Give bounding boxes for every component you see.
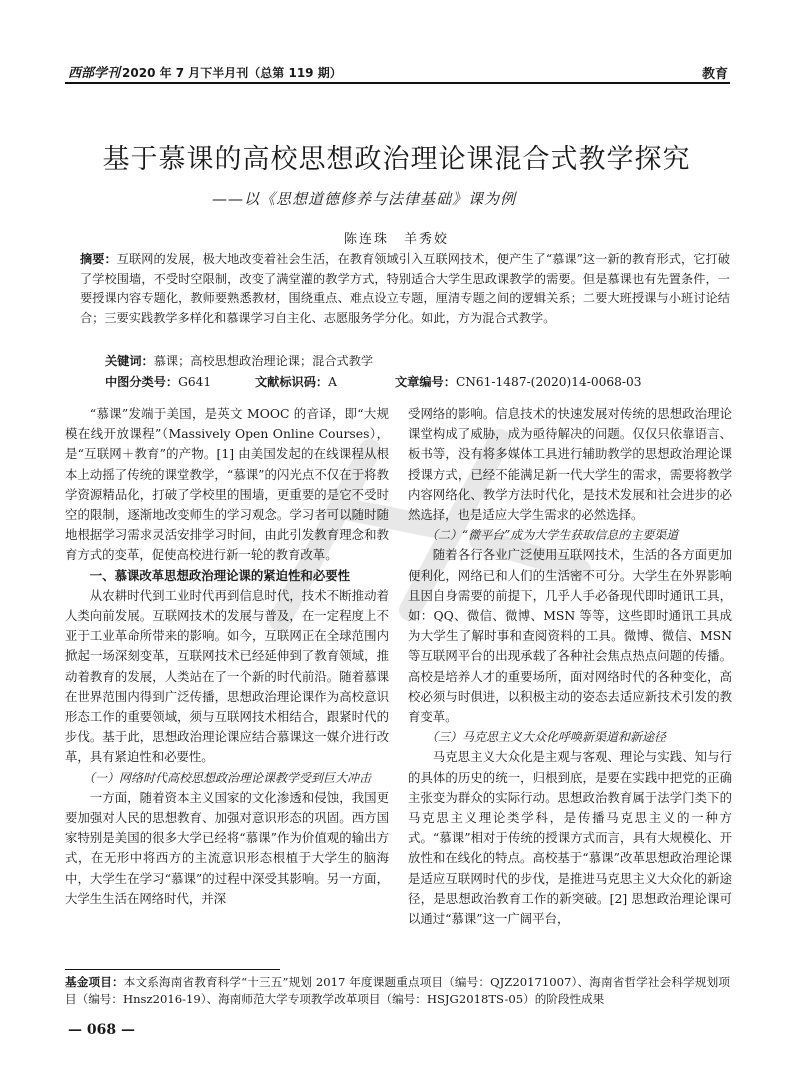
paragraph: 从农耕时代到工业时代再到信息时代，技术不断推动着人类向前发展。互联网技术的发展与普及，在一定程度上不亚于工业革命所带来的影响。如今，互联网正在全球范围内掀起一场深刻变革，互联网技术已经延伸到了教育领域，推动着教育的发展，人类站在了一个新的时代前沿。随着慕课在世界范围内得到广泛传播，思想政治理论课作为高校意识形态工作的重要领域，须与互联网技术相结合，跟紧时代的步伐。基于此，思想政治理论课应结合慕课这一媒介进行改革，具有紧迫性和必要性。: [65, 587, 389, 765]
funding-text: 本文系海南省教育科学“十三五”规划 2017 年度课题重点项目（编号：QJZ20171007）、海南省哲学社会科学规划项目（编号：Hnsz2016-19）、海南师范大学专项教学改革项目（编号：HSJG2018TS-05）的阶段性成果: [65, 975, 730, 1006]
abstract-label: 摘要：: [80, 252, 117, 266]
abstract-text: 互联网的发展，极大地改变着社会生活，在教育领域引入互联网技术，便产生了“慕课”这一新的教育形式，它打破了学校围墙，不受时空限制，改变了满堂灌的教学方式，特别适合大学生思政课教学的需要。但是慕课也有先置条件，一要授课内容专题化，教师要熟悉教材，围绕重点、难点设立专题，厘清专题之间的逻辑关系；二要大班授课与小班讨论结合；三要实践教学多样化和慕课学习自主化、志愿服务学分化。如此，方为混合式教学。: [80, 252, 730, 325]
abstract: [80, 250, 730, 328]
journal-brand: 西部学刊: [68, 66, 121, 81]
paragraph: 一方面，随着资本主义国家的文化渗透和侵蚀，我国更要加强对人民的思想教育、加强对意识形态的巩固。西方国家特别是美国的很多大学已经将“慕课”作为价值观的输出方式，在无形中将西方的主流意识形态根植于大学生的脑海中，大学生在学习“慕课”的过程中深受其影响。另一方面，大学生生活在网络时代，并深: [65, 789, 389, 906]
subsection-heading: （二）“微平台”成为大学生获取信息的主要渠道: [426, 528, 679, 543]
keywords-text: 慕课；高校思想政治理论课；混合式教学: [153, 354, 374, 368]
running-header: [68, 62, 342, 81]
body-column-left: [65, 404, 389, 909]
clc-label: 中图分类号：: [105, 375, 179, 389]
paragraph: “慕课”发端于美国，是英文 MOOC 的音译，即“大规模在线开放课程”（Massively Open Online Courses），是“互联网＋教育”的产物。[1] 由美国发起的在线课程从根本上动摇了传统的课堂教学，“慕课”的闪光点不仅在于将教学资源精品化，打破了学校里的围墙，更重要的是它不受时空的限制，逐渐地改变师生的学习观念。学习者可以随时随地根据学习需求灵活安排学习时间，由此引发教育理念和教育方式的变革，促使高校进行新一轮的教育改革。: [65, 406, 389, 563]
article-id-label: 文章编号：: [395, 375, 456, 389]
journal-issue: 2020 年 7 月下半月刊（总第 119 期）: [122, 66, 342, 80]
section-label: 教育: [701, 67, 728, 82]
section-heading: 一、慕课改革思想政治理论课的紧迫性和必要性: [89, 567, 350, 583]
article-meta: [105, 373, 665, 390]
article-id-value: CN61-1487-(2020)14-0068-03: [455, 375, 642, 389]
article-title: 基于慕课的高校思想政治理论课混合式教学探究: [102, 144, 691, 175]
subsection-heading: （三）马克思主义大众化呼唤新渠道和新途径: [426, 730, 667, 745]
header-rule: [65, 82, 730, 84]
article-subtitle: ——以《思想道德修养与法律基础》课为例: [212, 190, 517, 208]
keywords: [105, 352, 373, 369]
subsection-heading: （一）网络时代高校思想政治理论课教学受到巨大冲击: [83, 770, 372, 785]
funding-label: 基金项目：: [65, 975, 124, 989]
doc-code-value: A: [328, 375, 337, 389]
article-authors: 陈连珠 羊秀姣: [343, 232, 449, 247]
paragraph: 随着各行各业广泛使用互联网技术，生活的各方面更加便利化，网络已和人们的生活密不可分。大学生在外界影响且因自身需要的前提下，几乎人手必备现代即时通讯工具，如：QQ、微信、微博、MSN 等等，这些即时通讯工具成为大学生了解时事和查阅资料的工具。微博、微信、MSN 等互联网平台的出现承载了各种社会焦点热点问题的传播。高校是培养人才的重要场所，面对网络时代的各种变化，高校必须与时俱进，以积极主动的姿态去适应新技术引发的教育变革。: [408, 547, 732, 725]
doc-code-label: 文献标识码：: [255, 375, 329, 389]
keywords-label: 关键词：: [105, 354, 154, 368]
footnote-rule: [65, 969, 280, 970]
page-number: — 068 —: [68, 1022, 135, 1038]
paragraph: 马克思主义大众化是主观与客观、理论与实践、知与行的具体的历史的统一，归根到底，是要在实践中把党的正确主张变为群众的实际行动。思想政治教育属于法学门类下的马克思主义理论类学科，是传播马克思主义的一种方式。“慕课”相对于传统的授课方式而言，具有大规模化、开放性和在线化的特点。高校基于“慕课”改革思想政治理论课是适应互联网时代的步伐，是推进马克思主义大众化的新途径，是思想政治教育工作的新突破。[2] 思想政治理论课可以通过“慕课”这一广阔平台，: [408, 749, 732, 927]
body-column-right: [408, 404, 732, 929]
funding-footnote: [65, 974, 730, 1008]
paragraph: 受网络的影响。信息技术的快速发展对传统的思想政治理论课堂构成了威胁，成为亟待解决的问题。仅仅只依靠语言、板书等，没有将多媒体工具进行辅助教学的思想政治理论课授课方式，已经不能满足新一代大学生的需求，需要将教学内容网络化、教学方法时代化，是技术发展和社会进步的必然选择，也是适应大学生需求的必然选择。: [408, 406, 732, 523]
clc-value: G641: [178, 375, 212, 389]
